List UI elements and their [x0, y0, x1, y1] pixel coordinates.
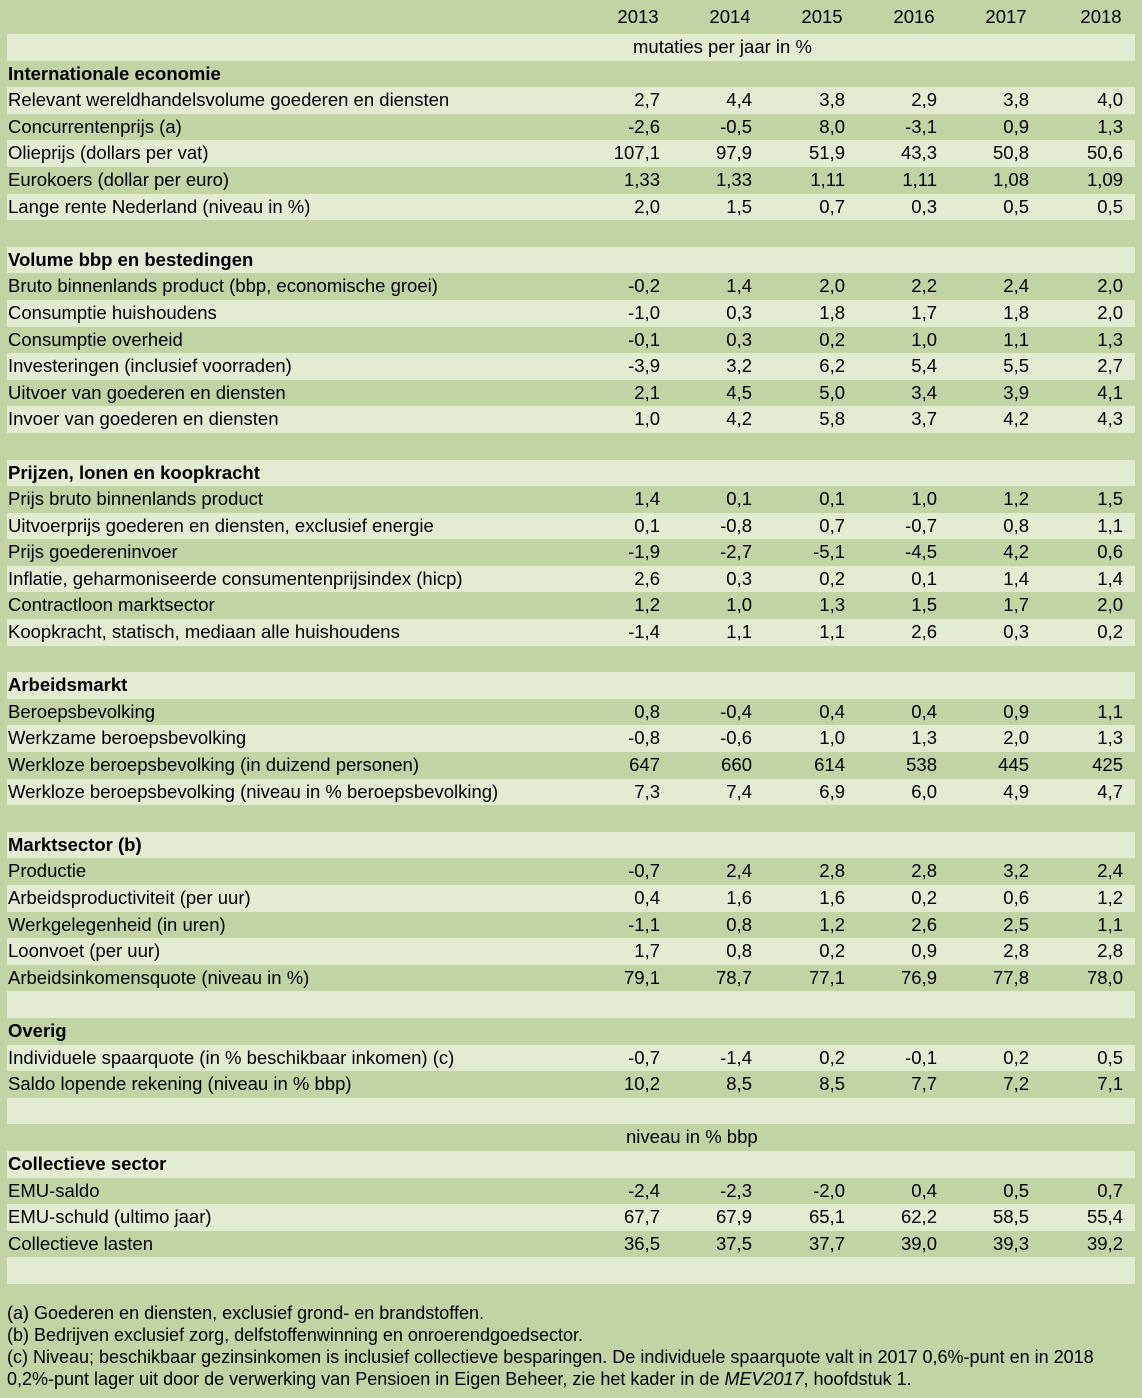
row-label: Consumptie huishoudens — [8, 301, 217, 323]
cell-value: 0,8 — [634, 700, 660, 722]
table-row — [7, 938, 1135, 965]
cell-value: -5,1 — [813, 541, 845, 563]
cell-value: 4,4 — [726, 89, 752, 111]
cell-value: 0,6 — [1003, 887, 1029, 908]
year-header: 2017 — [985, 6, 1027, 27]
cell-value: 1,5 — [1097, 488, 1123, 510]
cell-value: 62,2 — [900, 1206, 937, 1228]
cell-value: 1,6 — [819, 887, 845, 908]
cell-value: -0,4 — [720, 700, 752, 722]
cell-value: 445 — [998, 754, 1029, 776]
spacer-row — [0, 220, 1142, 247]
cell-value: 0,2 — [819, 567, 845, 589]
cell-value: 0,4 — [634, 887, 660, 908]
cell-value: 0,3 — [726, 328, 752, 350]
row-label: Werkzame beroepsbevolking — [8, 727, 247, 749]
table-row — [7, 406, 1135, 433]
cell-value: -0,7 — [628, 860, 660, 882]
table-row — [0, 592, 1142, 619]
cell-value: 2,8 — [911, 860, 937, 882]
cell-value: -1,9 — [628, 541, 660, 563]
unit-row — [7, 34, 1135, 61]
cell-value: 97,9 — [715, 142, 752, 164]
cell-value: 0,5 — [1097, 195, 1123, 217]
cell-value: 78,7 — [715, 966, 752, 988]
cell-value: 4,2 — [1003, 541, 1029, 563]
row-label: Investeringen (inclusief voorraden) — [8, 355, 292, 377]
row-label: Contractloon marktsector — [8, 594, 215, 616]
row-label: Beroepsbevolking — [8, 700, 156, 722]
section-header — [0, 1018, 1142, 1045]
cell-value: 1,5 — [726, 195, 752, 217]
cell-value: -3,1 — [905, 115, 937, 137]
table-row — [7, 566, 1135, 593]
cell-value: 1,1 — [1097, 700, 1123, 722]
row-label: Lange rente Nederland (niveau in %) — [8, 195, 311, 217]
cell-value: 0,5 — [1097, 1046, 1123, 1068]
cell-value: -0,1 — [905, 1046, 937, 1068]
cell-value: 0,6 — [1097, 541, 1123, 563]
cell-value: 2,6 — [911, 621, 937, 643]
cell-value: 4,0 — [1097, 89, 1123, 111]
cell-value: 0,7 — [1097, 1179, 1123, 1201]
cell-value: 0,1 — [634, 514, 660, 536]
cell-value: 6,0 — [911, 780, 937, 802]
cell-value: 1,2 — [1003, 488, 1029, 510]
cell-value: 10,2 — [623, 1073, 660, 1095]
year-header: 2014 — [709, 6, 751, 27]
cell-value: 1,7 — [1003, 594, 1029, 616]
cell-value: 2,4 — [726, 860, 752, 882]
cell-value: 1,1 — [726, 621, 752, 643]
cell-value: 3,8 — [819, 89, 845, 111]
row-label: Olieprijs (dollars per vat) — [8, 142, 209, 164]
table-row — [0, 699, 1142, 726]
row-label: Werkgelegenheid (in uren) — [8, 913, 226, 935]
cell-value: 77,1 — [808, 966, 845, 988]
table-row — [0, 1231, 1142, 1258]
cell-value: 1,0 — [634, 408, 660, 430]
cell-value: 8,5 — [819, 1073, 845, 1095]
cell-value: 1,5 — [911, 594, 937, 616]
section-title: Volume bbp en bestedingen — [8, 248, 254, 270]
row-label: Invoer van goederen en diensten — [8, 408, 279, 430]
cell-value: 1,3 — [911, 727, 937, 749]
cell-value: 1,0 — [819, 727, 845, 749]
cell-value: 0,3 — [726, 301, 752, 323]
cell-value: 1,1 — [819, 621, 845, 643]
cell-value: 78,0 — [1086, 966, 1123, 988]
cell-value: 1,2 — [1097, 887, 1123, 908]
cell-value: 2,0 — [1097, 301, 1123, 323]
table-row — [7, 779, 1135, 806]
cell-value: -2,4 — [628, 1179, 660, 1201]
section-title: Prijzen, lonen en koopkracht — [8, 461, 260, 483]
table-row — [0, 273, 1142, 300]
table-row — [7, 1045, 1135, 1072]
section-header — [7, 832, 1135, 859]
cell-value: 2,0 — [634, 195, 660, 217]
cell-value: 4,3 — [1097, 408, 1123, 430]
section-title: Overig — [8, 1019, 67, 1041]
row-label: Productie — [8, 860, 87, 882]
cell-value: 7,2 — [1003, 1073, 1029, 1095]
cell-value: -2,3 — [720, 1179, 752, 1201]
section-header — [7, 1151, 1135, 1178]
cell-value: 1,09 — [1086, 168, 1123, 190]
section-title: Marktsector (b) — [8, 833, 142, 855]
cell-value: 2,1 — [634, 381, 660, 403]
cell-value: 3,2 — [1003, 860, 1029, 882]
table-row — [7, 885, 1135, 912]
unit-row — [0, 1124, 1142, 1151]
year-header-row — [0, 0, 1142, 34]
cell-value: -1,4 — [720, 1046, 752, 1068]
cell-value: 425 — [1092, 754, 1123, 776]
cell-value: 77,8 — [992, 966, 1029, 988]
cell-value: 36,5 — [623, 1232, 660, 1254]
cell-value: 51,9 — [808, 142, 845, 164]
cell-value: 39,3 — [992, 1232, 1029, 1254]
cell-value: 2,4 — [1003, 275, 1029, 297]
row-label: Uitvoerprijs goederen en diensten, exclusief energie — [8, 514, 434, 536]
cell-value: -0,6 — [720, 727, 752, 749]
table-row — [7, 725, 1135, 752]
cell-value: 1,2 — [819, 913, 845, 935]
cell-value: 0,4 — [911, 1179, 937, 1201]
row-label: Arbeidsproductiviteit (per uur) — [8, 887, 251, 908]
cell-value: 1,3 — [1097, 115, 1123, 137]
cell-value: 0,2 — [819, 328, 845, 350]
cell-value: 1,0 — [726, 594, 752, 616]
cell-value: 1,2 — [634, 594, 660, 616]
cell-value: 1,0 — [911, 488, 937, 510]
year-header: 2018 — [1080, 6, 1122, 27]
cell-value: 37,5 — [715, 1232, 752, 1254]
section-title: Internationale economie — [8, 62, 221, 84]
row-label: EMU-saldo — [8, 1179, 100, 1201]
cell-value: 1,1 — [1003, 328, 1029, 350]
cell-value: 4,7 — [1097, 780, 1123, 802]
cell-value: 0,8 — [726, 940, 752, 962]
cell-value: 2,6 — [911, 913, 937, 935]
table-row — [0, 858, 1142, 885]
row-label: Consumptie overheid — [8, 328, 183, 350]
cell-value: 37,7 — [808, 1232, 845, 1254]
table-row — [7, 1204, 1135, 1231]
cell-value: -2,0 — [813, 1179, 845, 1201]
cell-value: 0,5 — [1003, 195, 1029, 217]
cell-value: 1,8 — [1003, 301, 1029, 323]
table-row — [7, 140, 1135, 167]
table-row — [0, 912, 1142, 939]
row-label: Individuele spaarquote (in % beschikbaar inkomen) (c) — [8, 1046, 455, 1068]
row-label: Uitvoer van goederen en diensten — [8, 381, 286, 403]
cell-value: 1,33 — [623, 168, 660, 190]
spacer-row — [0, 433, 1142, 460]
cell-value: 5,8 — [819, 408, 845, 430]
cell-value: 2,6 — [634, 567, 660, 589]
cell-value: 0,2 — [819, 940, 845, 962]
cell-value: 538 — [906, 754, 937, 776]
cell-value: 2,2 — [911, 275, 937, 297]
cell-value: 1,08 — [992, 168, 1029, 190]
row-label: Werkloze beroepsbevolking (niveau in % beroepsbevolking) — [8, 780, 499, 802]
cell-value: -1,0 — [628, 301, 660, 323]
spacer-row — [7, 991, 1135, 1018]
cell-value: 0,4 — [819, 700, 845, 722]
table-row — [0, 1071, 1142, 1098]
cell-value: 0,7 — [819, 514, 845, 536]
cell-value: 43,3 — [900, 142, 937, 164]
cell-value: 2,9 — [911, 89, 937, 111]
spacer-row — [7, 1257, 1135, 1284]
cell-value: 0,2 — [819, 1046, 845, 1068]
cell-value: 2,0 — [1097, 275, 1123, 297]
table-row — [0, 1178, 1142, 1205]
footnote-c-tail: , hoofdstuk 1. — [803, 1369, 912, 1389]
cell-value: 7,7 — [911, 1073, 937, 1095]
footnote-c-text: (c) Niveau; beschikbaar gezinsinkomen is inclusief collectieve besparingen. De individuele spaarquote valt in 2017 0,6%-punt en in 2018 0,2%-punt lager uit door de verwerking van Pensioen in Eigen Beheer, zie het kader in de — [7, 1347, 1094, 1389]
cell-value: 1,3 — [819, 594, 845, 616]
unit-label: niveau in % bbp — [626, 1126, 758, 1148]
cell-value: -4,5 — [905, 541, 937, 563]
spacer-row — [0, 805, 1142, 832]
cell-value: 1,3 — [1097, 727, 1123, 749]
cell-value: 7,1 — [1097, 1073, 1123, 1095]
row-label: Loonvoet (per uur) — [8, 940, 161, 962]
cell-value: 3,8 — [1003, 89, 1029, 111]
row-label: Bruto binnenlands product (bbp, economische groei) — [8, 275, 438, 297]
row-label: Prijs goedereninvoer — [8, 541, 178, 563]
cell-value: 58,5 — [992, 1206, 1029, 1228]
cell-value: 2,7 — [1097, 355, 1123, 377]
section-header — [7, 247, 1135, 274]
cell-value: 0,2 — [1097, 621, 1123, 643]
section-header — [0, 61, 1142, 88]
cell-value: 2,8 — [819, 860, 845, 882]
cell-value: 1,11 — [902, 168, 937, 190]
table-row — [7, 194, 1135, 221]
cell-value: 1,7 — [911, 301, 937, 323]
cell-value: 0,2 — [1003, 1046, 1029, 1068]
cell-value: 8,0 — [819, 115, 845, 137]
cell-value: 6,9 — [819, 780, 845, 802]
cell-value: 647 — [629, 754, 660, 776]
cell-value: 0,7 — [819, 195, 845, 217]
footnote-c — [7, 1346, 1135, 1390]
year-header: 2015 — [801, 6, 843, 27]
table-row — [7, 87, 1135, 114]
table-row — [7, 513, 1135, 540]
table-row — [7, 619, 1135, 646]
cell-value: 55,4 — [1086, 1206, 1123, 1228]
cell-value: 7,4 — [726, 780, 752, 802]
spacer-row — [7, 1098, 1135, 1125]
cell-value: 1,6 — [726, 887, 752, 908]
cell-value: 2,8 — [1097, 940, 1123, 962]
cell-value: 2,7 — [634, 89, 660, 111]
cell-value: 3,9 — [1003, 381, 1029, 403]
cell-value: 7,3 — [634, 780, 660, 802]
cell-value: 3,7 — [911, 408, 937, 430]
cell-value: 0,4 — [911, 700, 937, 722]
cell-value: 0,3 — [1003, 621, 1029, 643]
cell-value: 2,5 — [1003, 913, 1029, 935]
cell-value: 3,4 — [911, 381, 937, 403]
cell-value: -3,9 — [628, 355, 660, 377]
table-row — [0, 965, 1142, 992]
cell-value: 0,1 — [819, 488, 845, 510]
cell-value: -1,1 — [628, 913, 660, 935]
row-label: Arbeidsinkomensquote (niveau in %) — [8, 966, 310, 988]
row-label: Inflatie, geharmoniseerde consumentenprijsindex (hicp) — [8, 567, 463, 589]
cell-value: 0,9 — [1003, 115, 1029, 137]
cell-value: 5,0 — [819, 381, 845, 403]
footnotes — [7, 1302, 1135, 1390]
cell-value: -2,7 — [720, 541, 752, 563]
cell-value: 50,8 — [992, 142, 1029, 164]
cell-value: 0,8 — [1003, 514, 1029, 536]
row-label: Collectieve lasten — [8, 1232, 153, 1254]
cell-value: 2,4 — [1097, 860, 1123, 882]
cell-value: 4,2 — [1003, 408, 1029, 430]
cell-value: 0,9 — [1003, 700, 1029, 722]
cell-value: 2,0 — [1003, 727, 1029, 749]
cell-value: 1,8 — [819, 301, 845, 323]
cell-value: 0,1 — [911, 567, 937, 589]
cell-value: -0,5 — [720, 115, 752, 137]
table-row — [0, 486, 1142, 513]
cell-value: 39,2 — [1086, 1232, 1123, 1254]
cell-value: 6,2 — [819, 355, 845, 377]
cell-value: 3,2 — [726, 355, 752, 377]
cell-value: 1,0 — [911, 328, 937, 350]
cell-value: -0,7 — [628, 1046, 660, 1068]
cell-value: -0,8 — [720, 514, 752, 536]
cell-value: 4,9 — [1003, 780, 1029, 802]
row-label: Werkloze beroepsbevolking (in duizend personen) — [8, 754, 420, 776]
cell-value: 67,9 — [715, 1206, 752, 1228]
cell-value: 1,4 — [1003, 567, 1029, 589]
table-row — [0, 327, 1142, 354]
year-header: 2016 — [893, 6, 935, 27]
cell-value: 5,4 — [911, 355, 937, 377]
cell-value: 4,2 — [726, 408, 752, 430]
cell-value: 79,1 — [623, 966, 660, 988]
row-label: Eurokoers (dollar per euro) — [8, 168, 230, 190]
row-label: Relevant wereldhandelsvolume goederen en diensten — [8, 89, 450, 111]
spacer-row — [0, 646, 1142, 673]
cell-value: 0,3 — [911, 195, 937, 217]
section-header — [7, 460, 1135, 487]
cell-value: 76,9 — [900, 966, 937, 988]
cell-value: -0,7 — [905, 514, 937, 536]
cell-value: 50,6 — [1086, 142, 1123, 164]
section-header — [7, 672, 1135, 699]
cell-value: 39,0 — [900, 1232, 937, 1254]
cell-value: 67,7 — [623, 1206, 660, 1228]
cell-value: 5,5 — [1003, 355, 1029, 377]
cell-value: 0,2 — [911, 887, 937, 908]
cell-value: -0,2 — [628, 275, 660, 297]
row-label: Koopkracht, statisch, mediaan alle huishoudens — [8, 621, 400, 643]
cell-value: 1,4 — [726, 275, 752, 297]
cell-value: 2,8 — [1003, 940, 1029, 962]
table-body — [0, 34, 1142, 1284]
cell-value: 1,4 — [634, 488, 660, 510]
cell-value: 1,1 — [1097, 913, 1123, 935]
table-row — [0, 114, 1142, 141]
cell-value: 0,3 — [726, 567, 752, 589]
cell-value: 1,11 — [810, 168, 845, 190]
cell-value: 614 — [814, 754, 845, 776]
footnote-b: (b) Bedrijven exclusief zorg, delfstoffenwinning en onroerendgoedsector. — [7, 1325, 584, 1345]
table-row — [0, 539, 1142, 566]
table-row — [0, 380, 1142, 407]
table-row — [0, 167, 1142, 194]
cell-value: 1,33 — [715, 168, 752, 190]
cell-value: 107,1 — [613, 142, 660, 164]
cell-value: 65,1 — [808, 1206, 845, 1228]
footnote-c-publication: MEV2017 — [724, 1369, 804, 1389]
cell-value: 8,5 — [726, 1073, 752, 1095]
cell-value: -1,4 — [628, 621, 660, 643]
cell-value: -2,6 — [628, 115, 660, 137]
cell-value: 0,9 — [911, 940, 937, 962]
cell-value: 1,1 — [1097, 514, 1123, 536]
table-row — [7, 300, 1135, 327]
section-title: Collectieve sector — [8, 1152, 167, 1174]
row-label: Prijs bruto binnenlands product — [8, 488, 264, 510]
cell-value: 1,7 — [634, 940, 660, 962]
cell-value: 0,8 — [726, 913, 752, 935]
cell-value: 0,5 — [1003, 1179, 1029, 1201]
cell-value: -0,8 — [628, 727, 660, 749]
cell-value: 2,0 — [1097, 594, 1123, 616]
cell-value: 1,4 — [1097, 567, 1123, 589]
section-title: Arbeidsmarkt — [8, 674, 128, 696]
cell-value: 0,1 — [726, 488, 752, 510]
cell-value: 4,1 — [1097, 381, 1123, 403]
cell-value: 1,3 — [1097, 328, 1123, 350]
row-label: Saldo lopende rekening (niveau in % bbp) — [8, 1073, 352, 1095]
table-row — [0, 752, 1142, 779]
table-row — [7, 353, 1135, 380]
unit-label: mutaties per jaar in % — [633, 36, 812, 57]
cell-value: -0,1 — [628, 328, 660, 350]
year-header: 2013 — [617, 6, 659, 27]
cell-value: 2,0 — [819, 275, 845, 297]
footnote-a: (a) Goederen en diensten, exclusief grond- en brandstoffen. — [7, 1303, 484, 1323]
cell-value: 660 — [721, 754, 752, 776]
cell-value: 4,5 — [726, 381, 752, 403]
row-label: Concurrentenprijs (a) — [8, 115, 182, 137]
row-label: EMU-schuld (ultimo jaar) — [8, 1206, 212, 1228]
